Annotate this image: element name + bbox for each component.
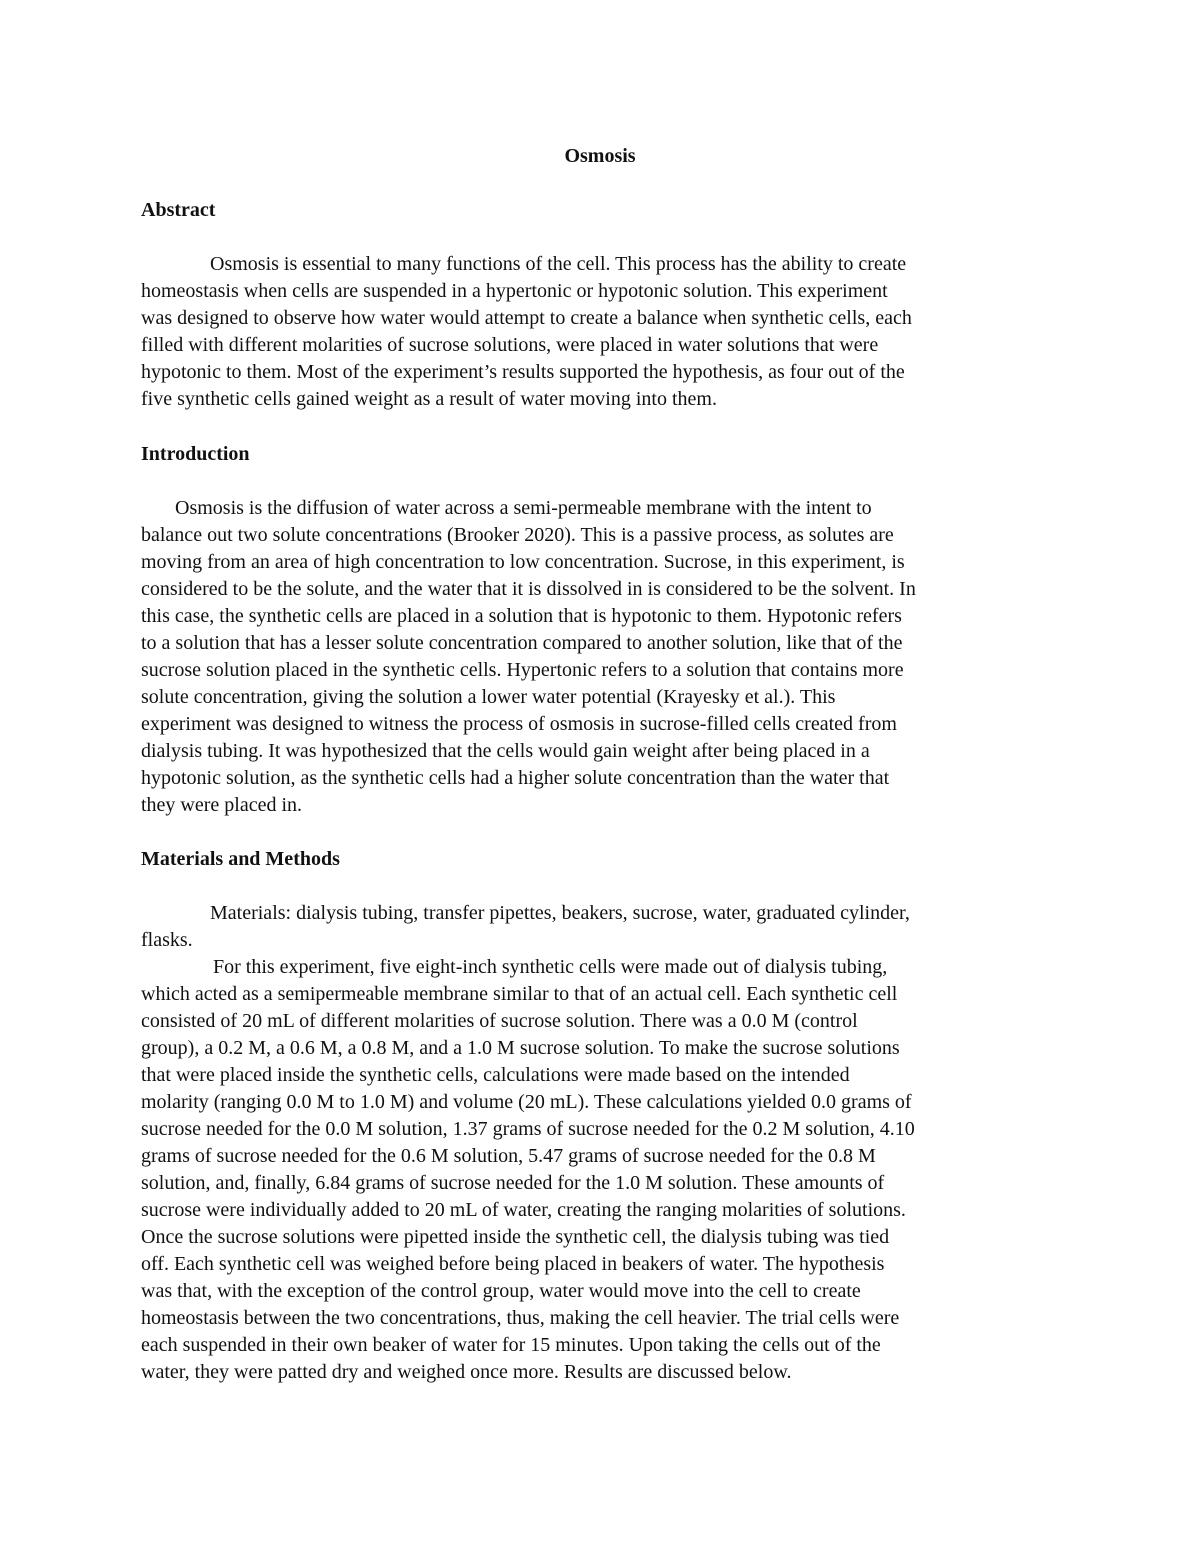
- methods-line: that were placed inside the synthetic cells, calculations were made based on the intended: [141, 1064, 850, 1086]
- methods-line: consisted of 20 mL of different molarities of sucrose solution. There was a 0.0 M (control: [141, 1010, 858, 1032]
- introduction-paragraph: [141, 495, 1061, 819]
- introduction-line: considered to be the solute, and the water that it is dissolved in is considered to be the solvent. In: [141, 578, 916, 600]
- methods-line: solution, and, finally, 6.84 grams of sucrose needed for the 1.0 M solution. These amounts of: [141, 1172, 885, 1194]
- introduction-line: to a solution that has a lesser solute concentration compared to another solution, like that of the: [141, 632, 903, 654]
- introduction-line: sucrose solution placed in the synthetic cells. Hypertonic refers to a solution that contains more: [141, 659, 904, 681]
- methods-line: Once the sucrose solutions were pipetted inside the synthetic cell, the dialysis tubing was tied: [141, 1226, 890, 1248]
- methods-line: was that, with the exception of the control group, water would move into the cell to create: [141, 1280, 861, 1302]
- methods-line: molarity (ranging 0.0 M to 1.0 M) and volume (20 mL). These calculations yielded 0.0 grams of: [141, 1091, 912, 1113]
- methods-line: each suspended in their own beaker of water for 15 minutes. Upon taking the cells out of the: [141, 1334, 881, 1356]
- abstract-line: hypotonic to them. Most of the experiment’s results supported the hypothesis, as four out of the: [141, 361, 905, 383]
- abstract-heading: Abstract: [141, 199, 216, 221]
- materials-paragraph: [141, 900, 1061, 954]
- introduction-line: balance out two solute concentrations (Brooker 2020). This is a passive process, as solutes are: [141, 524, 894, 546]
- introduction-line: Osmosis is the diffusion of water across a semi-permeable membrane with the intent to: [175, 497, 872, 519]
- abstract-paragraph: [141, 251, 1061, 413]
- methods-line: grams of sucrose needed for the 0.6 M solution, 5.47 grams of sucrose needed for the 0.8 M: [141, 1145, 876, 1167]
- materials-line: flasks.: [141, 929, 193, 951]
- methods-line: water, they were patted dry and weighed once more. Results are discussed below.: [141, 1361, 792, 1383]
- abstract-line: filled with different molarities of sucrose solutions, were placed in water solutions that were: [141, 334, 879, 356]
- abstract-line: Osmosis is essential to many functions of the cell. This process has the ability to create: [210, 253, 907, 275]
- introduction-line: experiment was designed to witness the process of osmosis in sucrose-filled cells created from: [141, 713, 897, 735]
- methods-line: off. Each synthetic cell was weighed before being placed in beakers of water. The hypothesis: [141, 1253, 885, 1275]
- methods-paragraph: [141, 954, 1061, 1386]
- document-title: Osmosis: [564, 145, 636, 167]
- abstract-line: homeostasis when cells are suspended in a hypertonic or hypotonic solution. This experiment: [141, 280, 888, 302]
- methods-line: homeostasis between the two concentrations, thus, making the cell heavier. The trial cells were: [141, 1307, 900, 1329]
- methods-line: sucrose needed for the 0.0 M solution, 1.37 grams of sucrose needed for the 0.2 M solution, 4.10: [141, 1118, 915, 1140]
- introduction-line: moving from an area of high concentration to low concentration. Sucrose, in this experiment, is: [141, 551, 905, 573]
- introduction-line: hypotonic solution, as the synthetic cells had a higher solute concentration than the water that: [141, 767, 890, 789]
- methods-line: sucrose were individually added to 20 mL of water, creating the ranging molarities of solutions.: [141, 1199, 906, 1221]
- introduction-line: solute concentration, giving the solution a lower water potential (Krayesky et al.). This: [141, 686, 836, 708]
- introduction-heading: Introduction: [141, 443, 250, 465]
- methods-line: which acted as a semipermeable membrane similar to that of an actual cell. Each synthetic cell: [141, 983, 898, 1005]
- materials-line: Materials: dialysis tubing, transfer pipettes, beakers, sucrose, water, graduated cylinder,: [210, 902, 910, 924]
- materials-methods-heading: Materials and Methods: [141, 848, 340, 870]
- abstract-line: was designed to observe how water would attempt to create a balance when synthetic cells, each: [141, 307, 912, 329]
- methods-line: group), a 0.2 M, a 0.6 M, a 0.8 M, and a 1.0 M sucrose solution. To make the sucrose solutions: [141, 1037, 900, 1059]
- methods-line: For this experiment, five eight-inch synthetic cells were made out of dialysis tubing,: [213, 956, 888, 978]
- introduction-line: they were placed in.: [141, 794, 303, 816]
- introduction-line: dialysis tubing. It was hypothesized that the cells would gain weight after being placed in a: [141, 740, 870, 762]
- abstract-line: five synthetic cells gained weight as a result of water moving into them.: [141, 388, 717, 410]
- introduction-line: this case, the synthetic cells are placed in a solution that is hypotonic to them. Hypotonic refers: [141, 605, 902, 627]
